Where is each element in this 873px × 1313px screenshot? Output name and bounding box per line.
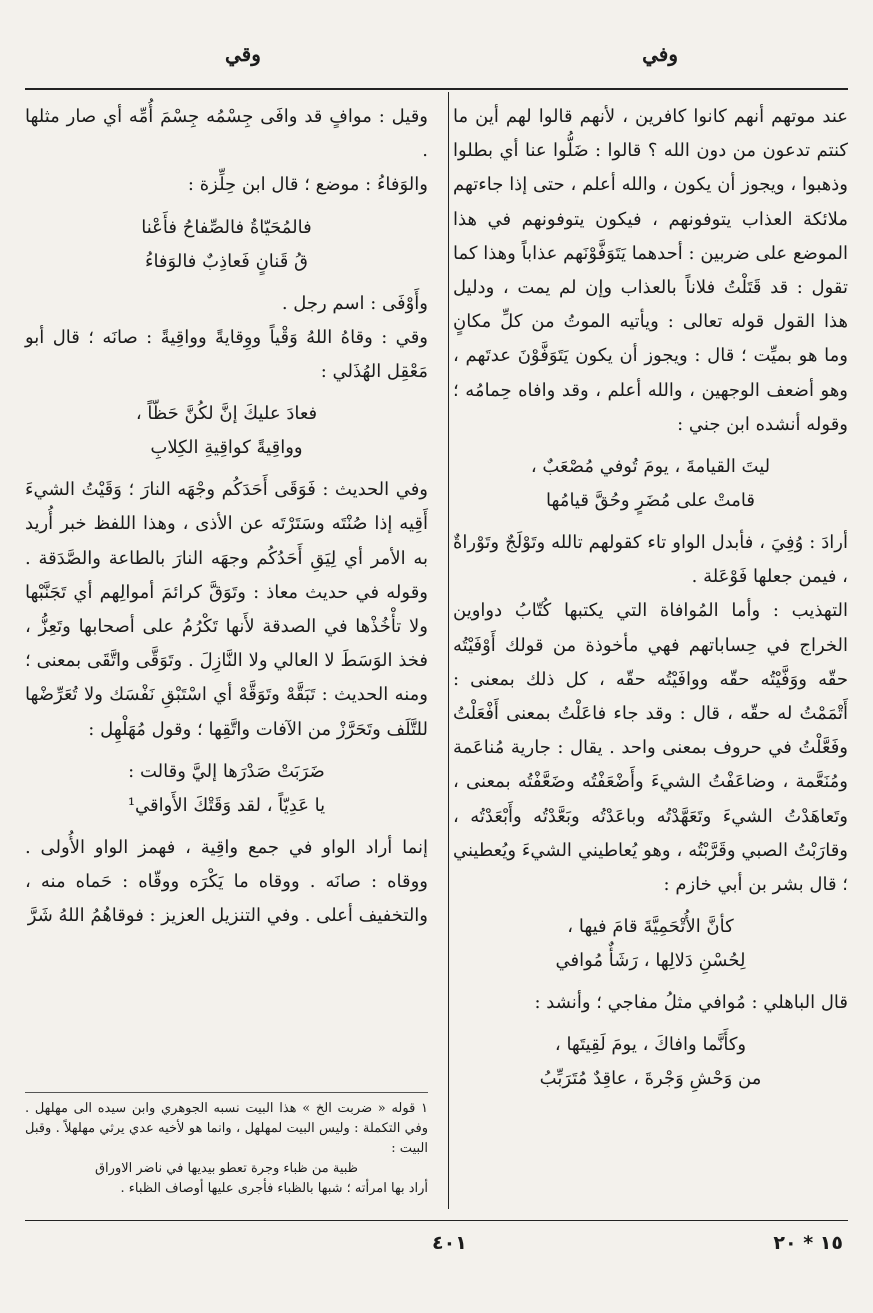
- paragraph: وقيل : موافٍ قد وافَى جِسْمُه جِسْمَ أُمِّه أي صار مثلها .: [25, 106, 428, 162]
- verse-line: وكأَنَّما وافاكَ ، يومَ لَقِيتَها ،: [554, 1034, 747, 1056]
- verse-line: وواقِيةً كواقِيةِ الكِلابِ: [150, 437, 303, 459]
- paragraph: وقي : وقاهُ اللهُ وَقْياً ووِقايةً وواقِيةً : صانَه ؛ قال أبو مَعْقِل الهُذَلي :: [25, 326, 428, 383]
- footnote-text: ١ قوله « ضربت الخ » هذا البيت نسبه الجوهري وابن سيده الى مهلهل . وفي التكملة : وليس البيت لمهلهل ، وانما هو لأخيه عدي يرثي مهلهلاً . وقبل البيت :: [25, 1101, 428, 1156]
- column-divider: [448, 92, 449, 1209]
- verse: [453, 450, 848, 518]
- verse-line: من وَحْشِ وَجْرةَ ، عاقِدٌ مُتَرَبِّبُ: [539, 1068, 762, 1090]
- verse: [453, 1028, 848, 1096]
- paragraph: التهذيب : وأما المُوافاة التي يكتبها كُتّابُ دواوين الخراج في حِساباتهم فهي مأخوذة من قولك أَوْفَيْتُه حقّه ووَفَّيْتُه حقّه ووافَيْتُه حقّه ، كل ذلك بمعنى : أَتْمَمْتُ له حقّه ، قال : وقد جاء فاعَلْتُ بمعنى أَفْعَلْتُ وفَعَّلْتُ في حروف بمعنى واحد . يقال : جارية مُناعَمة ومُنَعَّمة ، وضاعَفْتُ الشيءَ وأَضْعَفْتُه وضَعَّفْتُه بمعنى ، وتَعاهَدْتُ الشيءَ وتَعَهَّدْتُه وباعَدْتُه وبَعَّدْتُه وأَبْعَدْتُه ، وقارَبْتُ الصبي وقَرَّبْتُه ، وهو يُعاطيني الشيءَ ويُعطيني ؛ قال بشر بن أبي خازم :: [453, 600, 848, 896]
- verse-line: ليتَ القيامةَ ، يومَ تُوفي مُصْعَبٌ ،: [530, 456, 771, 478]
- signature-mark: ١٥ * ٢٠: [773, 1232, 843, 1254]
- page-number: ٤٠١: [432, 1232, 467, 1254]
- verse-line: كأنَّ الأُتْحَمِيَّةَ قامَ فيها ،: [567, 916, 734, 938]
- paragraph: عند موتهم أنهم كانوا كافرين ، لأنهم قالوا لهم أين ما كنتم تدعون من دون الله ؟ قالوا : ضَلُّوا عنا أي بطلوا وذهبوا ، ويجوز أن يكون ، والله أعلم ، حتى إذا جاءتهم ملائكة العذاب يتوفونهم ، فيكون يتوفونهم في هذا الموضع على ضربين : أحدهما يَتَوَفَّوْنَهم عذاباً وهذا كما تقول : قد قَتَلْتُ فلاناً بالعذاب وإن لم يمت ، ودليل هذا القول قوله تعالى : ويأتيه الموتُ من كلِّ مكانٍ وما هو بميِّت ؛ قال : ويجوز أن يكون يَتَوَفَّوْنَ عدتَهم ، وهو أضعف الوجهين ، والله أعلم ، وقد وافاه حِمامُه ؛ وقوله أنشده ابن جني :: [453, 106, 848, 435]
- footnote-verse: ظبية من ظباء وجرة تعطو بيديها في ناضر الاوراق: [94, 1161, 359, 1176]
- paragraph: وأَوْفَى : اسم رجل .: [281, 292, 428, 314]
- paragraph: إنما أراد الواو في جمع واقِية ، فهمز الواو الأُولى . ووقاه : صانَه . ووقاه ما يَكْرَه ووقّاه : حَماه منه ، والتخفيف أعلى . وفي التنزيل العزيز : فوقاهُمُ اللهُ شَرَّ: [25, 836, 428, 927]
- footnote: [25, 1092, 428, 1199]
- verse-line: ضَرَبَتْ صَدْرَها إليَّ وقالت :: [128, 760, 325, 782]
- verse-line: قُ قَنانٍ فَعاذِبٌ فالوَفاءُ: [144, 250, 309, 272]
- verse-line: لِحُسْنِ دَلالِها ، رَشَأٌ مُوافي: [555, 950, 746, 972]
- paragraph: قال الباهلي : مُوافي مثلُ مفاجي ؛ وأنشد :: [534, 992, 848, 1014]
- verse: [453, 910, 848, 978]
- verse: [25, 211, 428, 279]
- running-head-right: وفي: [642, 42, 678, 66]
- top-rule: [25, 88, 848, 90]
- bottom-rule: [25, 1220, 848, 1221]
- left-column: [25, 100, 428, 933]
- verse-line: يا عَدِيّاً ، لقد وَقَتْكَ الأَواقي¹: [127, 794, 326, 816]
- verse: [25, 397, 428, 465]
- footnote-text: أراد بها امرأته ؛ شبها بالظباء فأجرى عليها أوصاف الظباء .: [120, 1181, 428, 1196]
- paragraph: والوَفاءُ : موضع ؛ قال ابن حِلِّزة :: [187, 174, 428, 196]
- verse-line: قامتْ على مُضَرٍ وحُقَّ قيامُها: [546, 490, 755, 512]
- verse-line: فعادَ عليكَ إنَّ لكُنَّ حَظّاً ،: [135, 403, 318, 425]
- verse-line: فالمُحَيّاةُ فالصِّفاحُ فأَعْنا: [141, 216, 312, 238]
- right-column: [453, 100, 848, 1104]
- paragraph: وفي الحديث : فَوَقَى أَحَدَكُم وجْهَه النارَ ؛ وَقَيْتُ الشيءَ أَقِيه إذا صُنْتَه وسَتَرْتَه عن الأذى ، وهذا اللفظ خبر أُريد به الأمر أي لِيَقِ أَحَدُكُم وجهَه النارَ بالطاعة والصَّدَقة . وقوله في حديث معاذ : وتَوَقَّ كرائمَ أموالِهم أي تَجَنَّبْها ولا تأْخُذْها في الصدقة لأَنها تَكْرُمُ على أصحابها وتَعِزُّ ، فخذ الوَسَطَ لا العالي ولا النَّازِلَ . وتَوَقَّى واتَّقَى بمعنى ؛ ومنه الحديث : تَبَقَّهْ وتَوَقَّهْ أي اسْتَبْقِ نَفْسَك ولا تُعَرِّضْها للتَّلَف وتَحَرَّزْ من الآفات واتَّقِها ؛ وقول مُهَلْهِل :: [25, 479, 428, 740]
- paragraph: أرادَ : وُفِيَ ، فأبدل الواو تاء كقولهم تالله وتَوْلَجٌ وتَوْراةٌ ، فيمن جعلها فَوْعَلة .: [453, 532, 848, 588]
- verse: [25, 755, 428, 823]
- running-head-left: وقي: [225, 42, 261, 66]
